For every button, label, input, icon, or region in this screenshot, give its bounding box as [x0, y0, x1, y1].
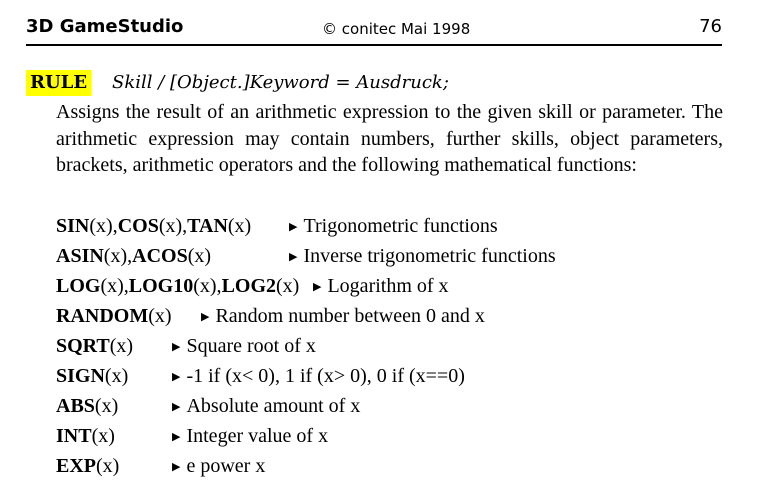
function-arg: (x) — [187, 245, 212, 267]
function-row-trig — [56, 212, 251, 240]
function-row-abs — [56, 392, 118, 420]
function-name: TAN — [187, 215, 228, 237]
function-description: ▶ Trigonometric functions — [289, 215, 498, 237]
triangle-right-icon: ▶ — [289, 221, 298, 233]
triangle-right-icon: ▶ — [172, 461, 181, 473]
function-description: ▶ e power x — [172, 455, 266, 477]
function-name: SIGN — [56, 365, 105, 387]
page-number: 76 — [699, 16, 722, 37]
function-name: COS — [117, 215, 159, 237]
function-name: RANDOM — [56, 305, 149, 327]
triangle-right-icon: ▶ — [172, 371, 181, 383]
function-arg: (x) — [227, 215, 252, 237]
rule-badge: RULE — [26, 70, 91, 96]
function-description: ▶ Random number between 0 and x — [201, 305, 485, 327]
function-arg: (x) — [94, 395, 119, 417]
function-name: SQRT — [56, 335, 110, 357]
function-description: ▶ Inverse trigonometric functions — [289, 245, 556, 267]
function-arg: (x), — [158, 215, 188, 237]
function-description: ▶ Square root of x — [172, 335, 316, 357]
function-name: EXP — [56, 455, 96, 477]
function-row-inverse-trig — [56, 242, 211, 270]
page-header — [26, 14, 722, 46]
function-name: INT — [56, 425, 92, 447]
function-name: ASIN — [56, 245, 104, 267]
function-name: LOG10 — [128, 275, 194, 297]
function-row-int — [56, 422, 115, 450]
function-row-sqrt — [56, 332, 133, 360]
function-arg: (x) — [148, 305, 172, 327]
triangle-right-icon: ▶ — [172, 431, 181, 443]
triangle-right-icon: ▶ — [172, 401, 181, 413]
function-row-log — [56, 272, 299, 300]
triangle-right-icon: ▶ — [289, 251, 298, 263]
function-arg: (x) — [109, 335, 134, 357]
function-row-exp — [56, 452, 119, 480]
function-arg: (x), — [103, 245, 133, 267]
function-arg: (x), — [89, 215, 118, 237]
function-row-sign — [56, 362, 128, 390]
function-arg: (x) — [91, 425, 115, 447]
triangle-right-icon: ▶ — [172, 341, 181, 353]
function-description: ▶ Logarithm of x — [313, 275, 449, 297]
function-name: ACOS — [132, 245, 188, 267]
function-name: SIN — [56, 215, 90, 237]
function-arg: (x), — [100, 275, 129, 297]
function-name: ABS — [56, 395, 95, 417]
triangle-right-icon: ▶ — [201, 311, 210, 323]
function-description: ▶ -1 if (x< 0), 1 if (x> 0), 0 if (x==0) — [172, 365, 465, 387]
rule-syntax: Skill / [Object.]Keyword = Ausdruck; — [112, 72, 449, 93]
function-name: LOG2 — [221, 275, 277, 297]
rule-description: Assigns the result of an arithmetic expression to the given skill or parameter. The arithmetic expression may contain numbers, further skills, object parameters, brackets, arithmetic operators and the following mathematical functions: — [56, 101, 723, 176]
copyright-notice: © conitec Mai 1998 — [322, 20, 471, 38]
function-row-random — [56, 302, 172, 330]
function-arg: (x), — [193, 275, 222, 297]
triangle-right-icon: ▶ — [313, 281, 322, 293]
function-name: LOG — [56, 275, 101, 297]
product-name: 3D GameStudio — [26, 16, 184, 37]
function-description: ▶ Integer value of x — [172, 425, 329, 447]
function-arg: (x) — [276, 275, 300, 297]
function-arg: (x) — [96, 455, 120, 477]
function-arg: (x) — [104, 365, 129, 387]
function-description: ▶ Absolute amount of x — [172, 395, 361, 417]
